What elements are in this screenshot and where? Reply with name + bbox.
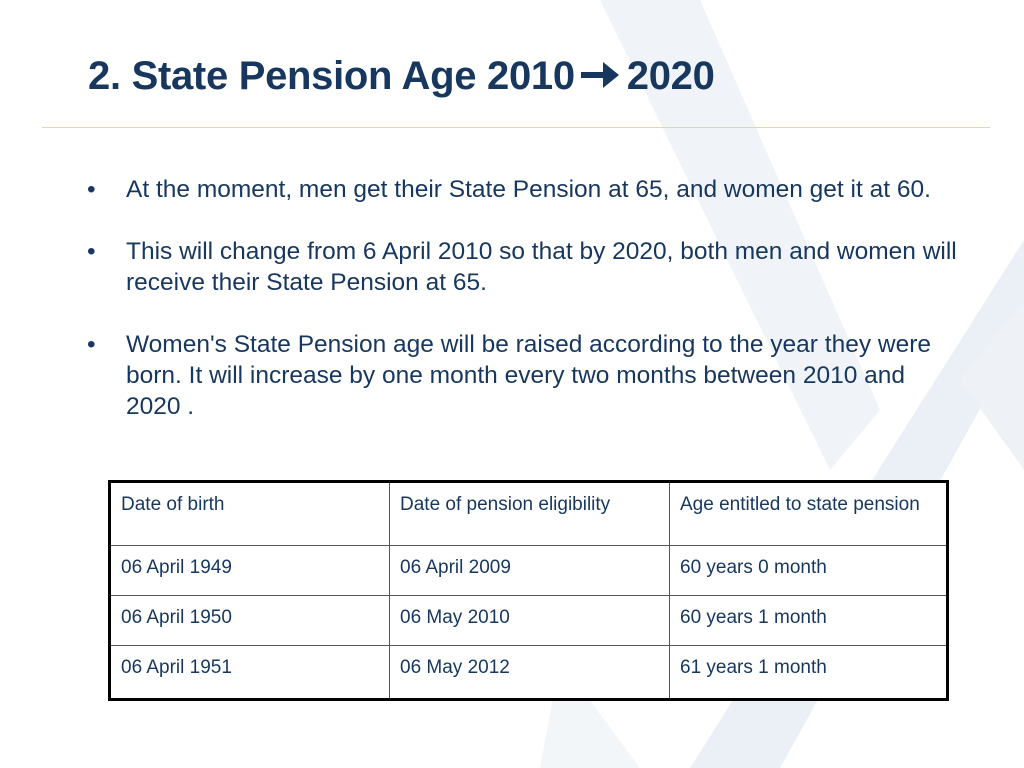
bullet-item	[84, 329, 964, 422]
table-cell: 06 May 2010	[390, 596, 670, 646]
bullet-text: At the moment, men get their State Pension at 65, and women get it at 60.	[126, 176, 931, 203]
bullet-marker: •	[87, 238, 96, 265]
bullet-item	[84, 236, 964, 298]
title-text-start: 2. State Pension Age 2010	[88, 54, 575, 98]
bullet-text: Women's State Pension age will be raised according to the year they were born. It will increase by one month every two months between 2010 and 2020 .	[126, 331, 931, 420]
right-arrow-icon	[577, 58, 621, 92]
header-date-of-birth: Date of birth	[110, 482, 390, 546]
slide-title	[88, 54, 715, 99]
title-text-end: 2020	[626, 54, 715, 98]
header-date-of-pension-eligibility: Date of pension eligibility	[390, 482, 670, 546]
table-row	[110, 646, 948, 700]
title-divider	[42, 127, 990, 128]
table-cell: 60 years 1 month	[670, 596, 948, 646]
bullet-list	[84, 174, 964, 453]
table-cell: 06 April 2009	[390, 546, 670, 596]
table-cell: 06 April 1950	[110, 596, 390, 646]
bullet-text: This will change from 6 April 2010 so that by 2020, both men and women will receive their State Pension at 65.	[126, 238, 957, 296]
table-cell: 61 years 1 month	[670, 646, 948, 700]
table-row	[110, 596, 948, 646]
pension-age-table	[108, 480, 949, 701]
table-header-row	[110, 482, 948, 546]
bullet-marker: •	[87, 331, 96, 358]
header-age-entitled: Age entitled to state pension	[670, 482, 948, 546]
bullet-marker: •	[87, 176, 96, 203]
table-row	[110, 546, 948, 596]
table-cell: 06 April 1951	[110, 646, 390, 700]
table-cell: 06 April 1949	[110, 546, 390, 596]
table-cell: 60 years 0 month	[670, 546, 948, 596]
bullet-item	[84, 174, 964, 205]
table-cell: 06 May 2012	[390, 646, 670, 700]
